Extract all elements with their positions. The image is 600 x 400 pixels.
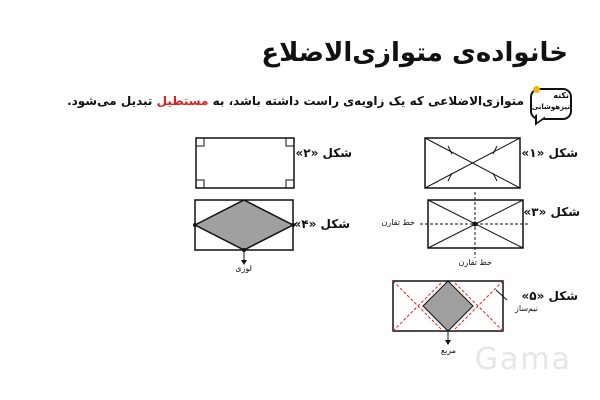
figure-3-label: شکل «۳» bbox=[523, 205, 580, 219]
figure-3 bbox=[420, 192, 530, 258]
figure-2-label: شکل «۲» bbox=[295, 146, 352, 160]
bisector-arrow-line bbox=[496, 290, 507, 300]
figure-1 bbox=[425, 138, 520, 188]
right-angle-markers bbox=[196, 138, 294, 188]
figure-5 bbox=[393, 281, 507, 345]
symmetry-line-vertical-label: خط تقارن bbox=[458, 258, 492, 267]
rhombus-shape bbox=[195, 200, 293, 250]
watermark-logo: Gama bbox=[474, 342, 572, 377]
figure-2-rect bbox=[196, 138, 294, 188]
figure-4 bbox=[193, 200, 295, 265]
rhombus-label: لوزی bbox=[235, 264, 252, 273]
statement-after: تبدیل می‌شود. bbox=[67, 94, 157, 108]
page-title: خانواده‌ی متوازی‌الاضلاع bbox=[261, 38, 568, 68]
statement-before: متوازی‌الاضلاعی که یک زاویه‌ی راست داشته باشد، به bbox=[208, 94, 524, 108]
figure-5-label: شکل «۵» bbox=[521, 289, 578, 303]
figure-4-point-left bbox=[193, 223, 197, 227]
statement-highlight: مستطیل bbox=[156, 94, 209, 108]
figure-1-label: شکل «۱» bbox=[521, 146, 578, 160]
bisector-label: نیم‌ساز bbox=[515, 304, 538, 313]
figure-2 bbox=[196, 138, 294, 188]
symmetry-line-horizontal-label: خط تقارن bbox=[381, 218, 415, 227]
tip-badge-line2: تیزهوشانی bbox=[531, 103, 570, 111]
square-shape bbox=[423, 281, 473, 331]
figure-4-label: شکل «۴» bbox=[293, 217, 350, 231]
tip-badge-line1: نکته bbox=[553, 91, 569, 100]
square-label: مربع bbox=[440, 346, 456, 355]
square-arrow-head bbox=[445, 340, 451, 345]
figure-3-center-point bbox=[473, 222, 478, 227]
